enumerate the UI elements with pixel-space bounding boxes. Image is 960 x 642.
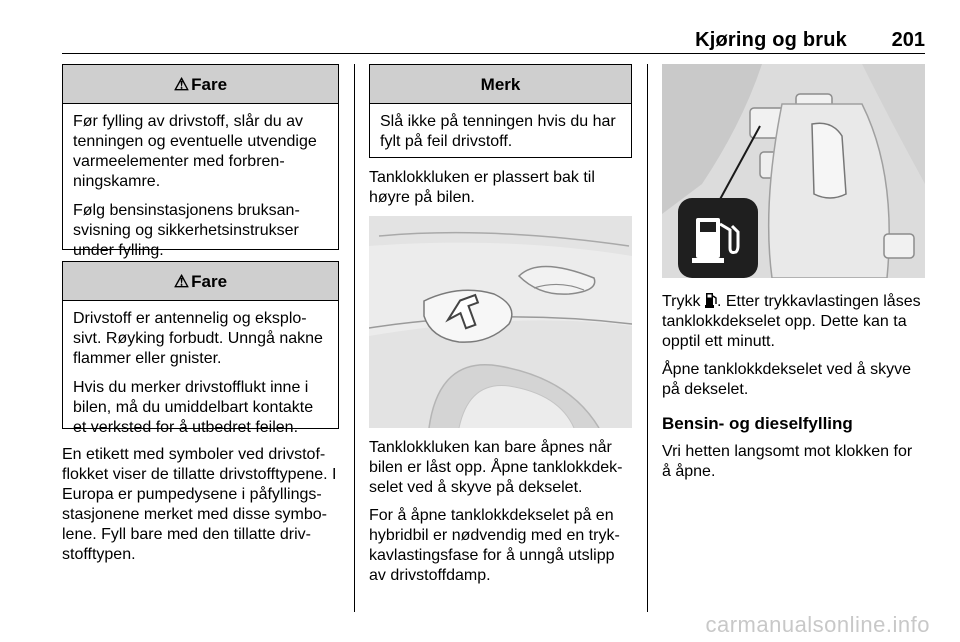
body-paragraph: Trykk . Etter trykkavlastingen låses tanklokkdekselet opp. Dette kan ta opptil ett minutt. (662, 293, 921, 350)
column-right (662, 64, 925, 490)
column-left (62, 64, 339, 573)
body-paragraph: Vri hetten langsomt mot klokken for å åpne. (662, 443, 913, 480)
danger-box-body (63, 104, 338, 267)
warning-triangle-icon: ⚠ (173, 75, 190, 94)
danger-text: Hvis du merker drivstofflukt inne i bilen, må du umiddelbart kontakte et verksted for å utbedret feilen. (73, 379, 314, 436)
body-paragraph: Tanklokkluken kan bare åpnes når bilen er låst opp. Åpne tanklokkdek-selet ved å skyve på dekselet. (369, 439, 623, 496)
fuel-flap-illustration (369, 216, 632, 428)
danger-box-heading: ⚠ Fare (63, 262, 338, 301)
danger-box-heading: ⚠ Fare (63, 65, 338, 104)
body-paragraph: Tanklokkluken er plassert bak til høyre på bilen. (369, 169, 595, 206)
section-heading: Bensin- og dieselfylling (662, 414, 853, 433)
header-rule (62, 53, 925, 54)
danger-box-2 (62, 261, 339, 436)
danger-box-body (63, 301, 338, 444)
warning-triangle-icon: ⚠ (173, 272, 190, 291)
danger-text: Drivstoff er antennelig og eksplo-sivt. Røyking forbudt. Unngå nakne flammer eller gnister. (73, 310, 323, 367)
body-paragraph: Åpne tanklokkdekselet ved å skyve på dekselet. (662, 361, 912, 398)
note-text: Slå ikke på tenningen hvis du har fylt på feil drivstoff. (380, 113, 616, 150)
body-paragraph: En etikett med symboler ved drivstof-flokket viser de tillatte drivstofftypene. I Europa er pumpedysene i påfyllings-stasjonene merket med disse symbo-lene. Fyll bare med den tillatte driv-stofftypen. (62, 446, 337, 563)
note-box-body (370, 104, 631, 158)
note-box (369, 64, 632, 158)
body-paragraph: For å åpne tanklokkdekselet på en hybridbil er nødvendig med en tryk-kavlastingsfase for å unngå utslipp av drivstoffdamp. (369, 507, 620, 584)
column-divider-2 (647, 64, 648, 612)
danger-text: Før fylling av drivstoff, slår du av tenningen og eventuelle utvendige varmeelementer med forbren-ningskamre. (73, 113, 317, 190)
column-middle (369, 64, 632, 594)
danger-text: Følg bensinstasjonens bruksan-svisning og sikkerhetsinstrukser under fylling. (73, 202, 300, 259)
page-header (62, 26, 925, 56)
page-number: 201 (891, 29, 925, 51)
chapter-title: Kjøring og bruk (695, 29, 847, 51)
center-console-illustration (662, 64, 925, 278)
note-box-heading: Merk (370, 65, 631, 104)
watermark-text: carmanualsonline.info (705, 612, 930, 637)
column-divider-1 (354, 64, 355, 612)
fuel-pump-icon (705, 292, 717, 308)
danger-box-1 (62, 64, 339, 259)
